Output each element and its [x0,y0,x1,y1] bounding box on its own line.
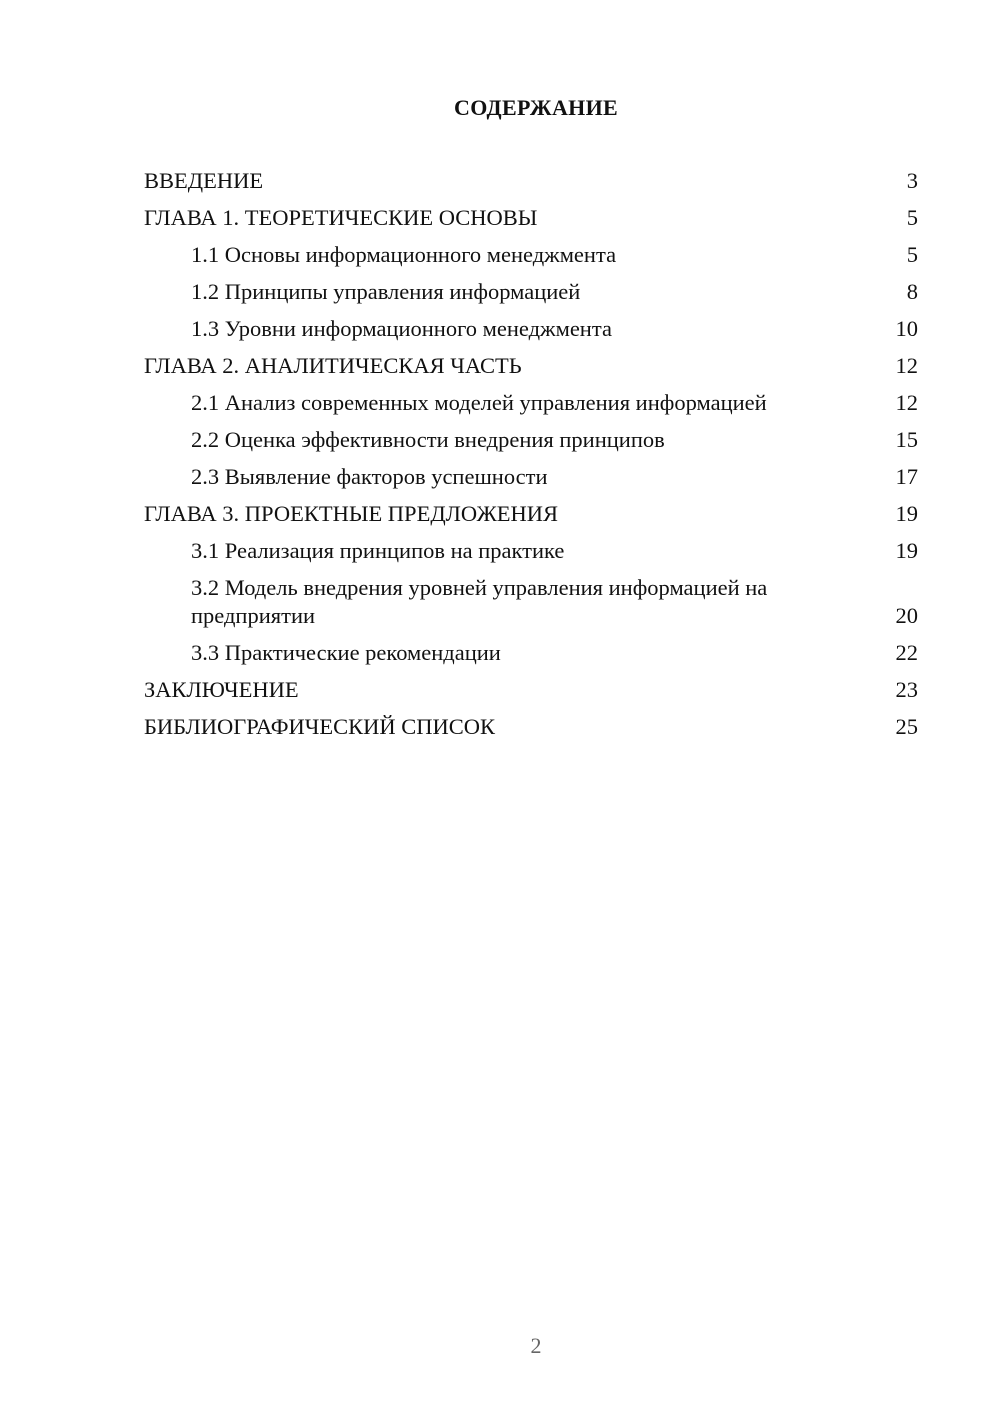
toc-entry-section-3-3[interactable] [144,639,920,667]
toc-entry-bibliography[interactable] [144,713,920,741]
toc-entry-chapter-2[interactable] [144,352,920,380]
toc-entry-section-2-1[interactable] [144,389,920,417]
toc-entry-page: 23 [895,677,918,702]
toc-title: СОДЕРЖАНИЕ [454,95,618,120]
toc-entry-page: 19 [895,538,918,563]
toc-entry-page: 15 [895,427,918,452]
toc-entry-chapter-3[interactable] [144,500,920,528]
toc-entry-section-3-2[interactable] [144,574,920,630]
toc-entry-page: 12 [895,353,918,378]
toc-entry-chapter-1[interactable] [144,204,920,232]
toc-entry-section-2-3[interactable] [144,463,920,491]
toc-entry-section-3-1[interactable] [144,537,920,565]
toc-entry-label: ГЛАВА 2. АНАЛИТИЧЕСКАЯ ЧАСТЬ [144,353,522,378]
toc-entry-section-1-1[interactable] [144,241,920,269]
toc-entry-label: 3.2 Модель внедрения уровней управления информацией на предприятии [191,575,768,628]
toc-entry-label: БИБЛИОГРАФИЧЕСКИЙ СПИСОК [144,714,496,739]
toc-entry-page: 3 [906,168,918,193]
toc-entry-label: 2.2 Оценка эффективности внедрения принципов [191,427,665,452]
toc-entry-label: 3.1 Реализация принципов на практике [191,538,565,563]
toc-entry-label: 2.3 Выявление факторов успешности [191,464,548,489]
toc-entry-page: 5 [906,242,918,267]
toc-entry-section-2-2[interactable] [144,426,920,454]
page-number: 2 [530,1333,542,1358]
toc-entry-page: 17 [895,464,918,489]
toc-entry-label: 2.1 Анализ современных моделей управления информацией [191,390,767,415]
toc-entry-page: 10 [895,316,918,341]
toc-entry-label: ГЛАВА 1. ТЕОРЕТИЧЕСКИЕ ОСНОВЫ [144,205,538,230]
toc-entry-label: ГЛАВА 3. ПРОЕКТНЫЕ ПРЕДЛОЖЕНИЯ [144,501,559,526]
toc-entry-page: 25 [895,714,918,739]
toc-entry-conclusion[interactable] [144,676,920,704]
toc-entry-label: 1.1 Основы информационного менеджмента [191,242,617,267]
toc-entry-label: 3.3 Практические рекомендации [191,640,501,665]
toc-entry-label: ВВЕДЕНИЕ [144,168,264,193]
toc-entry-introduction[interactable] [144,167,920,195]
table-of-contents [144,167,920,750]
toc-entry-section-1-3[interactable] [144,315,920,343]
toc-entry-page: 12 [895,390,918,415]
toc-entry-page: 22 [895,640,918,665]
toc-entry-page: 20 [895,603,918,628]
toc-entry-page: 5 [906,205,918,230]
toc-entry-label: 1.3 Уровни информационного менеджмента [191,316,612,341]
toc-entry-section-1-2[interactable] [144,278,920,306]
toc-entry-page: 8 [906,279,918,304]
toc-entry-label: 1.2 Принципы управления информацией [191,279,581,304]
toc-entry-label: ЗАКЛЮЧЕНИЕ [144,677,299,702]
toc-entry-page: 19 [895,501,918,526]
